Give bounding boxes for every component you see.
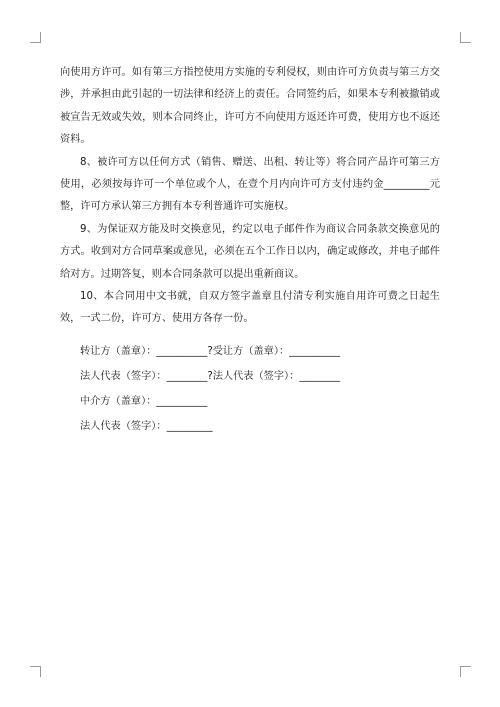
signature-line-parties-seal: 转让方（盖章）：__________?受让方（盖章）：__________ — [80, 345, 341, 357]
signature-block — [60, 339, 440, 439]
crop-mark-bottom-left — [30, 666, 41, 677]
paragraph-text: 8、被许可方以任何方式（销售、赠送、出租、转让等）将合同产品许可第三方使用，必须按每许可一个单位或个人，在壹个月内向许可方支付违约金_________元整，许可方承认第三方拥有本专利普通许可实施权。 — [60, 156, 440, 213]
paragraph-text: 10、本合同用中文书就，自双方签字盖章且付清专利实施自用许可费之日起生效，一式二份，许可方、使用方各存一份。 — [60, 291, 440, 325]
signature-line-intermediary-seal: 中介方（盖章）：__________ — [80, 395, 208, 407]
crop-mark-top-right — [460, 32, 471, 43]
signature-line-intermediary-rep: 法人代表（签字）：_________ — [80, 420, 213, 432]
document-body — [60, 62, 440, 439]
crop-mark-bottom-right — [460, 666, 471, 677]
crop-mark-top-left — [30, 32, 41, 43]
paragraph-text: 9、为保证双方能及时交换意见，约定以电子邮件作为商议合同条款交换意见的方式。收到对方合同草案或意见，必须在五个工作日以内，确定或修改，并电子邮件给对方。过期答复，则本合同条款可以提出重新商议。 — [60, 223, 440, 280]
paragraph-text: 向使用方许可。如有第三方指控使用方实施的专利侵权，则由许可方负责与第三方交涉，并承担由此引起的一切法律和经济上的责任。合同签约后，如果本专利被撤销或被宣告无效或失效，则本合同终止，许可方不向使用方返还许可费，使用方也不返还资料。 — [60, 67, 440, 146]
signature-line-legal-reps: 法人代表（签字）：________?法人代表（签字）：________ — [80, 370, 341, 382]
paragraph-license-liability — [60, 62, 440, 152]
paragraph-clause-10 — [60, 286, 440, 331]
paragraph-clause-8 — [60, 152, 440, 219]
paragraph-clause-9 — [60, 219, 440, 286]
